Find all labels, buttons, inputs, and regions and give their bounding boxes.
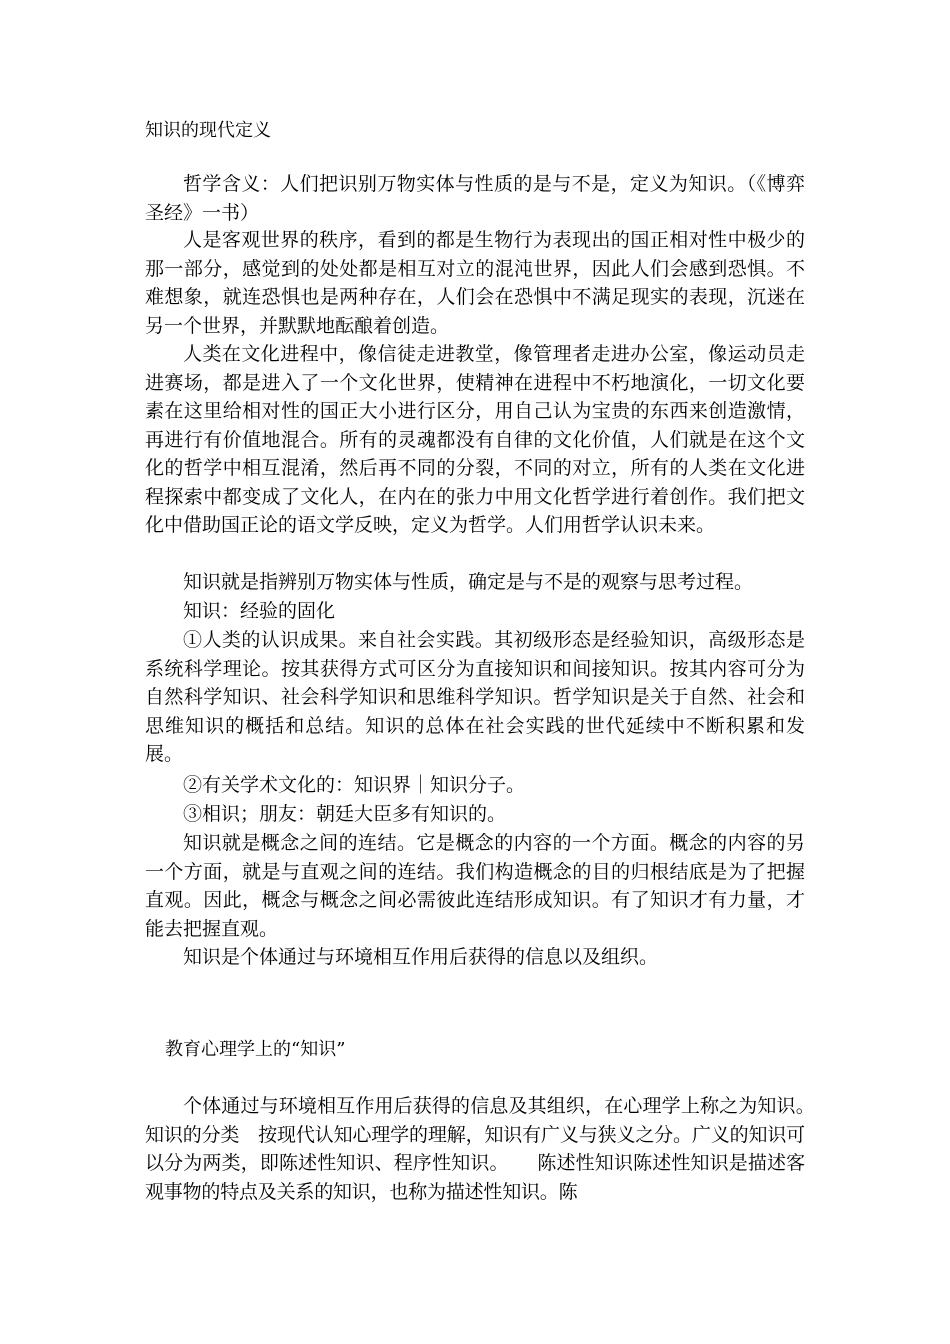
paragraph-concept-connection: 知识就是概念之间的连结。它是概念的内容的一个方面。概念的内容的另一个方面，就是与直观之间的连结。我们构造概念的目的归根结底是为了把握直观。因此，概念与概念之间必需彼此连结形成知识。有了知识才有力量，才能去把握直观。	[145, 832, 805, 940]
paragraph-psychology-knowledge: 个体通过与环境相互作用后获得的信息及其组织，在心理学上称之为知识。 知识的分类 按现代认知心理学的理解，知识有广义与狭义之分。广义的知识可以分为两类，即陈述性知识、程序性知识。 陈述性知识陈述性知识是描述客观事物的特点及关系的知识，也称为描述性知识。陈	[145, 1095, 824, 1203]
section-heading-modern-definition: 知识的现代定义	[145, 120, 271, 141]
paragraph-definition-3: ③相识；朋友：朝廷大臣多有知识的。	[183, 803, 507, 825]
paragraph-knowledge-discrimination: 知识就是指辨别万物实体与性质，确定是与不是的观察与思考过程。	[183, 571, 754, 593]
section-heading-educational-psychology: 教育心理学上的“知识”	[165, 1039, 346, 1060]
paragraph-cultural-progress: 人类在文化进程中，像信徒走进教堂，像管理者走进办公室，像运动员走进赛场，都是进入了一个文化世界，使精神在进程中不朽地演化，一切文化要素在这里给相对性的国正大小进行区分，用自己认为宝贵的东西来创造激情，再进行有价值地混合。所有的灵魂都没有自律的文化价值，人们就是在这个文化的哲学中相互混淆，然后再不同的分裂，不同的对立，所有的人类在文化进程探索中都变成了文化人，在内在的张力中用文化哲学进行着创作。我们把文化中借助国正论的语文学反映，定义为哲学。人们用哲学认识未来。	[145, 343, 805, 536]
paragraph-objective-world: 人是客观世界的秩序，看到的都是生物行为表现出的国正相对性中极少的那一部分，感觉到的处处都是相互对立的混沌世界，因此人们会感到恐惧。不难想象，就连恐惧也是两种存在，人们会在恐惧中不满足现实的表现，沉迷在另一个世界，并默默地酝酿着创造。	[145, 229, 805, 337]
paragraph-philosophy-meaning: 哲学含义：人们把识别万物实体与性质的是与不是，定义为知识。（《博弈圣经》一书）	[145, 173, 805, 224]
paragraph-experience-solidification: 知识：经验的固化	[183, 600, 336, 622]
paragraph-definition-2: ②有关学术文化的：知识界｜知识分子。	[183, 774, 526, 796]
paragraph-individual-interaction: 知识是个体通过与环境相互作用后获得的信息以及组织。	[183, 946, 659, 968]
paragraph-definition-1: ①人类的认识成果。来自社会实践。其初级形态是经验知识，高级形态是系统科学理论。按其获得方式可区分为直接知识和间接知识。按其内容可分为自然科学知识、社会科学知识和思维科学知识。哲学知识是关于自然、社会和思维知识的概括和总结。知识的总体在社会实践的世代延续中不断积累和发展。	[145, 629, 805, 765]
